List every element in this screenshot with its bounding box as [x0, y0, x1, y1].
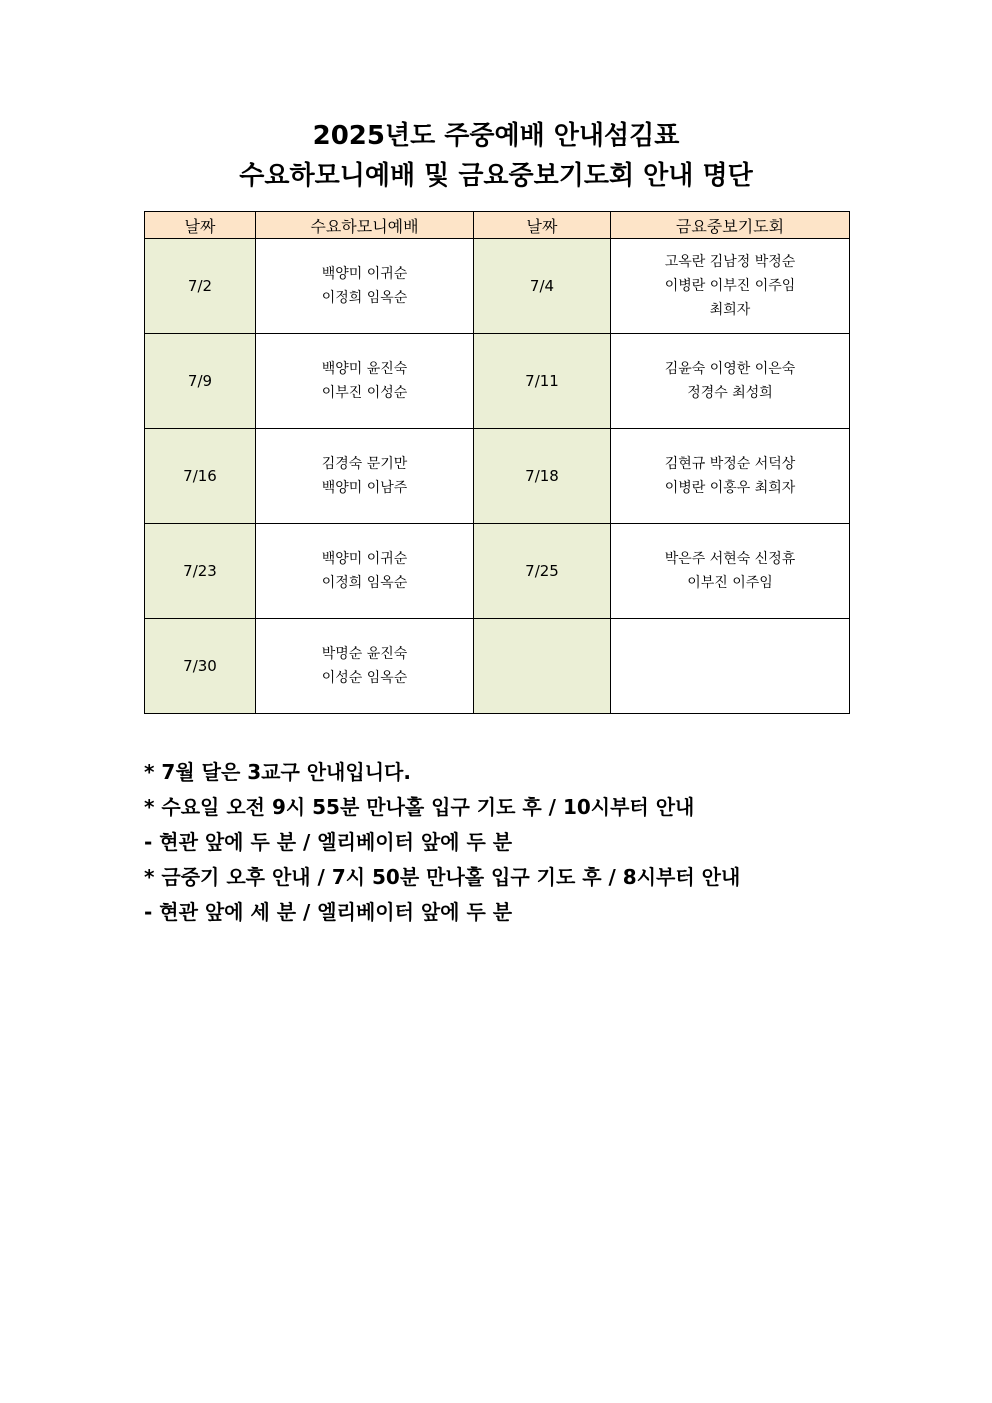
note-line: * 수요일 오전 9시 55분 만나홀 입구 기도 후 / 10시부터 안내 — [144, 795, 695, 819]
note-line: - 현관 앞에 두 분 / 엘리베이터 앞에 두 분 — [144, 830, 513, 854]
fri-date-cell: 7/25 — [474, 524, 611, 619]
header-fri-date: 날짜 — [474, 212, 611, 239]
schedule-table — [144, 211, 850, 714]
name-line: 백양미 이귀순 — [321, 551, 408, 567]
name-line: 최희자 — [709, 302, 751, 318]
fri-names-cell — [611, 524, 850, 619]
fri-date-cell: 7/11 — [474, 334, 611, 429]
table-row — [145, 239, 850, 334]
table-row — [145, 429, 850, 524]
name-line: 고옥란 김남정 박정순 — [664, 254, 796, 270]
table-row — [145, 619, 850, 714]
header-wed-service: 수요하모니예배 — [256, 212, 474, 239]
wed-names-cell — [256, 619, 474, 714]
note-line: * 금중기 오후 안내 / 7시 50분 만나홀 입구 기도 후 / 8시부터 안내 — [144, 865, 741, 889]
name-line: 박명순 윤진숙 — [321, 646, 408, 662]
wed-date-cell: 7/23 — [145, 524, 256, 619]
title-line-1: 2025년도 주중예배 안내섬김표 — [312, 121, 680, 151]
fri-names-cell — [611, 429, 850, 524]
wed-names-cell — [256, 239, 474, 334]
wed-date-cell: 7/30 — [145, 619, 256, 714]
note-line: - 현관 앞에 세 분 / 엘리베이터 앞에 두 분 — [144, 900, 513, 924]
wed-date-cell: 7/2 — [145, 239, 256, 334]
wed-date-cell: 7/9 — [145, 334, 256, 429]
name-line: 백양미 윤진숙 — [321, 361, 408, 377]
wed-names-cell — [256, 524, 474, 619]
name-line: 이병란 이홍우 최희자 — [664, 480, 796, 496]
name-line: 백양미 이귀순 — [321, 266, 408, 282]
name-line: 김경숙 문기만 — [321, 456, 408, 472]
fri-names-cell — [611, 334, 850, 429]
notes-section — [144, 755, 864, 930]
wed-names-cell — [256, 334, 474, 429]
name-line: 이부진 이성순 — [321, 385, 408, 401]
name-line: 박은주 서현숙 신정휴 — [664, 551, 796, 567]
fri-names-cell — [611, 619, 850, 714]
name-line: 이부진 이주임 — [687, 575, 773, 591]
header-fri-service: 금요중보기도회 — [611, 212, 850, 239]
wed-names-cell — [256, 429, 474, 524]
name-line: 김현규 박정순 서덕상 — [664, 456, 796, 472]
name-line: 정경수 최성희 — [687, 385, 773, 401]
title-line-2: 수요하모니예배 및 금요중보기도회 안내 명단 — [239, 161, 753, 191]
header-wed-date: 날짜 — [145, 212, 256, 239]
name-line: 김윤숙 이영한 이은숙 — [664, 361, 796, 377]
fri-date-cell: 7/4 — [474, 239, 611, 334]
table-row — [145, 334, 850, 429]
fri-date-cell — [474, 619, 611, 714]
table-row — [145, 524, 850, 619]
document-title — [0, 116, 992, 196]
wed-date-cell: 7/16 — [145, 429, 256, 524]
name-line: 이병란 이부진 이주임 — [664, 278, 796, 294]
name-line: 이정희 임옥순 — [321, 575, 408, 591]
name-line: 이정희 임옥순 — [321, 290, 408, 306]
fri-date-cell: 7/18 — [474, 429, 611, 524]
name-line: 백양미 이남주 — [321, 480, 408, 496]
note-line: * 7월 달은 3교구 안내입니다. — [144, 760, 411, 784]
fri-names-cell — [611, 239, 850, 334]
table-header-row — [145, 212, 850, 239]
name-line: 이성순 임옥순 — [321, 670, 408, 686]
